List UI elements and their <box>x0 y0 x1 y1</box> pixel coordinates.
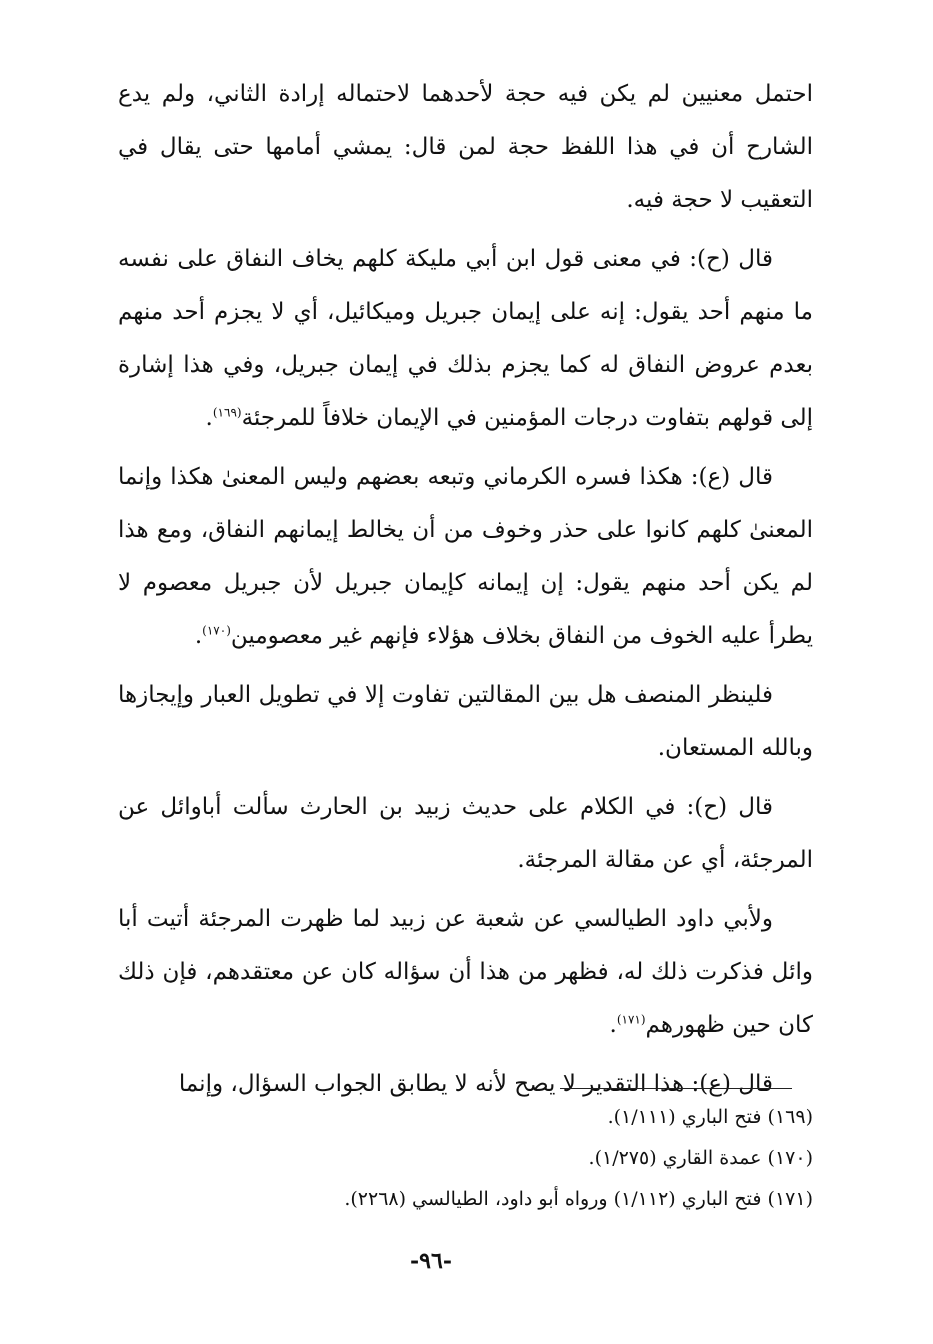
footnote-reference-170[interactable]: (١٧٠) <box>202 623 231 638</box>
paragraph-6 <box>118 893 813 1052</box>
paragraph-end: . <box>205 405 213 431</box>
paragraph-text: قال (ع): هذا التقدير لا يصح لأنه لا يطابق الجواب السؤال، وإنما <box>178 1071 773 1097</box>
footnote-171: (١٧١) فتح الباري (١/١١٢) ورواه أبو داود، الطيالسي (٢٢٦٨). <box>344 1188 813 1210</box>
footnote-170: (١٧٠) عمدة القاري (١/٢٧٥). <box>588 1147 813 1169</box>
page-number: -٩٦- <box>410 1248 452 1274</box>
paragraph-text: احتمل معنيين لم يكن فيه حجة لأحدهما لاحتماله إرادة الثاني، ولم يدع الشارح أن في هذا اللفظ حجة لمن قال: يمشي أمامها حتى يقال في التعقيب لا حجة فيه. <box>118 81 813 213</box>
footnote-reference-171[interactable]: (١٧١) <box>616 1012 646 1027</box>
footnotes <box>118 1097 813 1220</box>
paragraph-text: ولأبي داود الطيالسي عن شعبة عن زبيد لما ظهرت المرجئة أتيت أبا وائل فذكرت ذلك له، فظهر من هذا أن سؤاله كان عن معتقدهم، فإن ذلك كان حين ظهورهم <box>118 906 813 1038</box>
paragraph-text: قال (ح): في الكلام على حديث زبيد بن الحارث سألت أباوائل عن المرجئة، أي عن مقالة المرجئة. <box>118 794 813 873</box>
paragraph-4 <box>118 669 813 775</box>
paragraph-end: . <box>609 1012 617 1038</box>
paragraph-5 <box>118 781 813 887</box>
footnote-divider <box>560 1088 792 1089</box>
paragraph-3 <box>118 451 813 663</box>
footnote-reference-169[interactable]: (١٦٩) <box>212 405 242 420</box>
paragraph-1 <box>118 68 813 227</box>
footnote-169: (١٦٩) فتح الباري (١/١١١). <box>607 1106 813 1128</box>
paragraph-text: فلينظر المنصف هل بين المقالتين تفاوت إلا في تطويل العبار وإيجازها وبالله المستعان. <box>118 682 813 761</box>
paragraph-2 <box>118 233 813 445</box>
paragraph-text: قال (ح): في معنى قول ابن أبي مليكة كلهم يخاف النفاق على نفسه ما منهم أحد يقول: إنه على إيمان جبريل وميكائيل، أي لا يجزم أحد منهم بعدم عروض النفاق له كما يجزم بذلك في إيمان جبريل، وفي هذا إشارة إلى قولهم بتفاوت درجات المؤمنين في الإيمان خلافاً للمرجئة <box>118 246 813 431</box>
body-text <box>118 68 813 1117</box>
paragraph-end: . <box>194 623 203 649</box>
paragraph-text: قال (ع): هكذا فسره الكرماني وتبعه بعضهم وليس المعنىٰ هكذا وإنما المعنىٰ كلهم كانوا على حذر وخوف من أن يخالط إيمانهم النفاق، ومع هذا لم يكن أحد منهم يقول: إن إيمانه كإيمان جبريل لأن جبريل معصوم لا يطرأ عليه الخوف من النفاق بخلاف هؤلاء فإنهم غير معصومين <box>118 464 813 649</box>
